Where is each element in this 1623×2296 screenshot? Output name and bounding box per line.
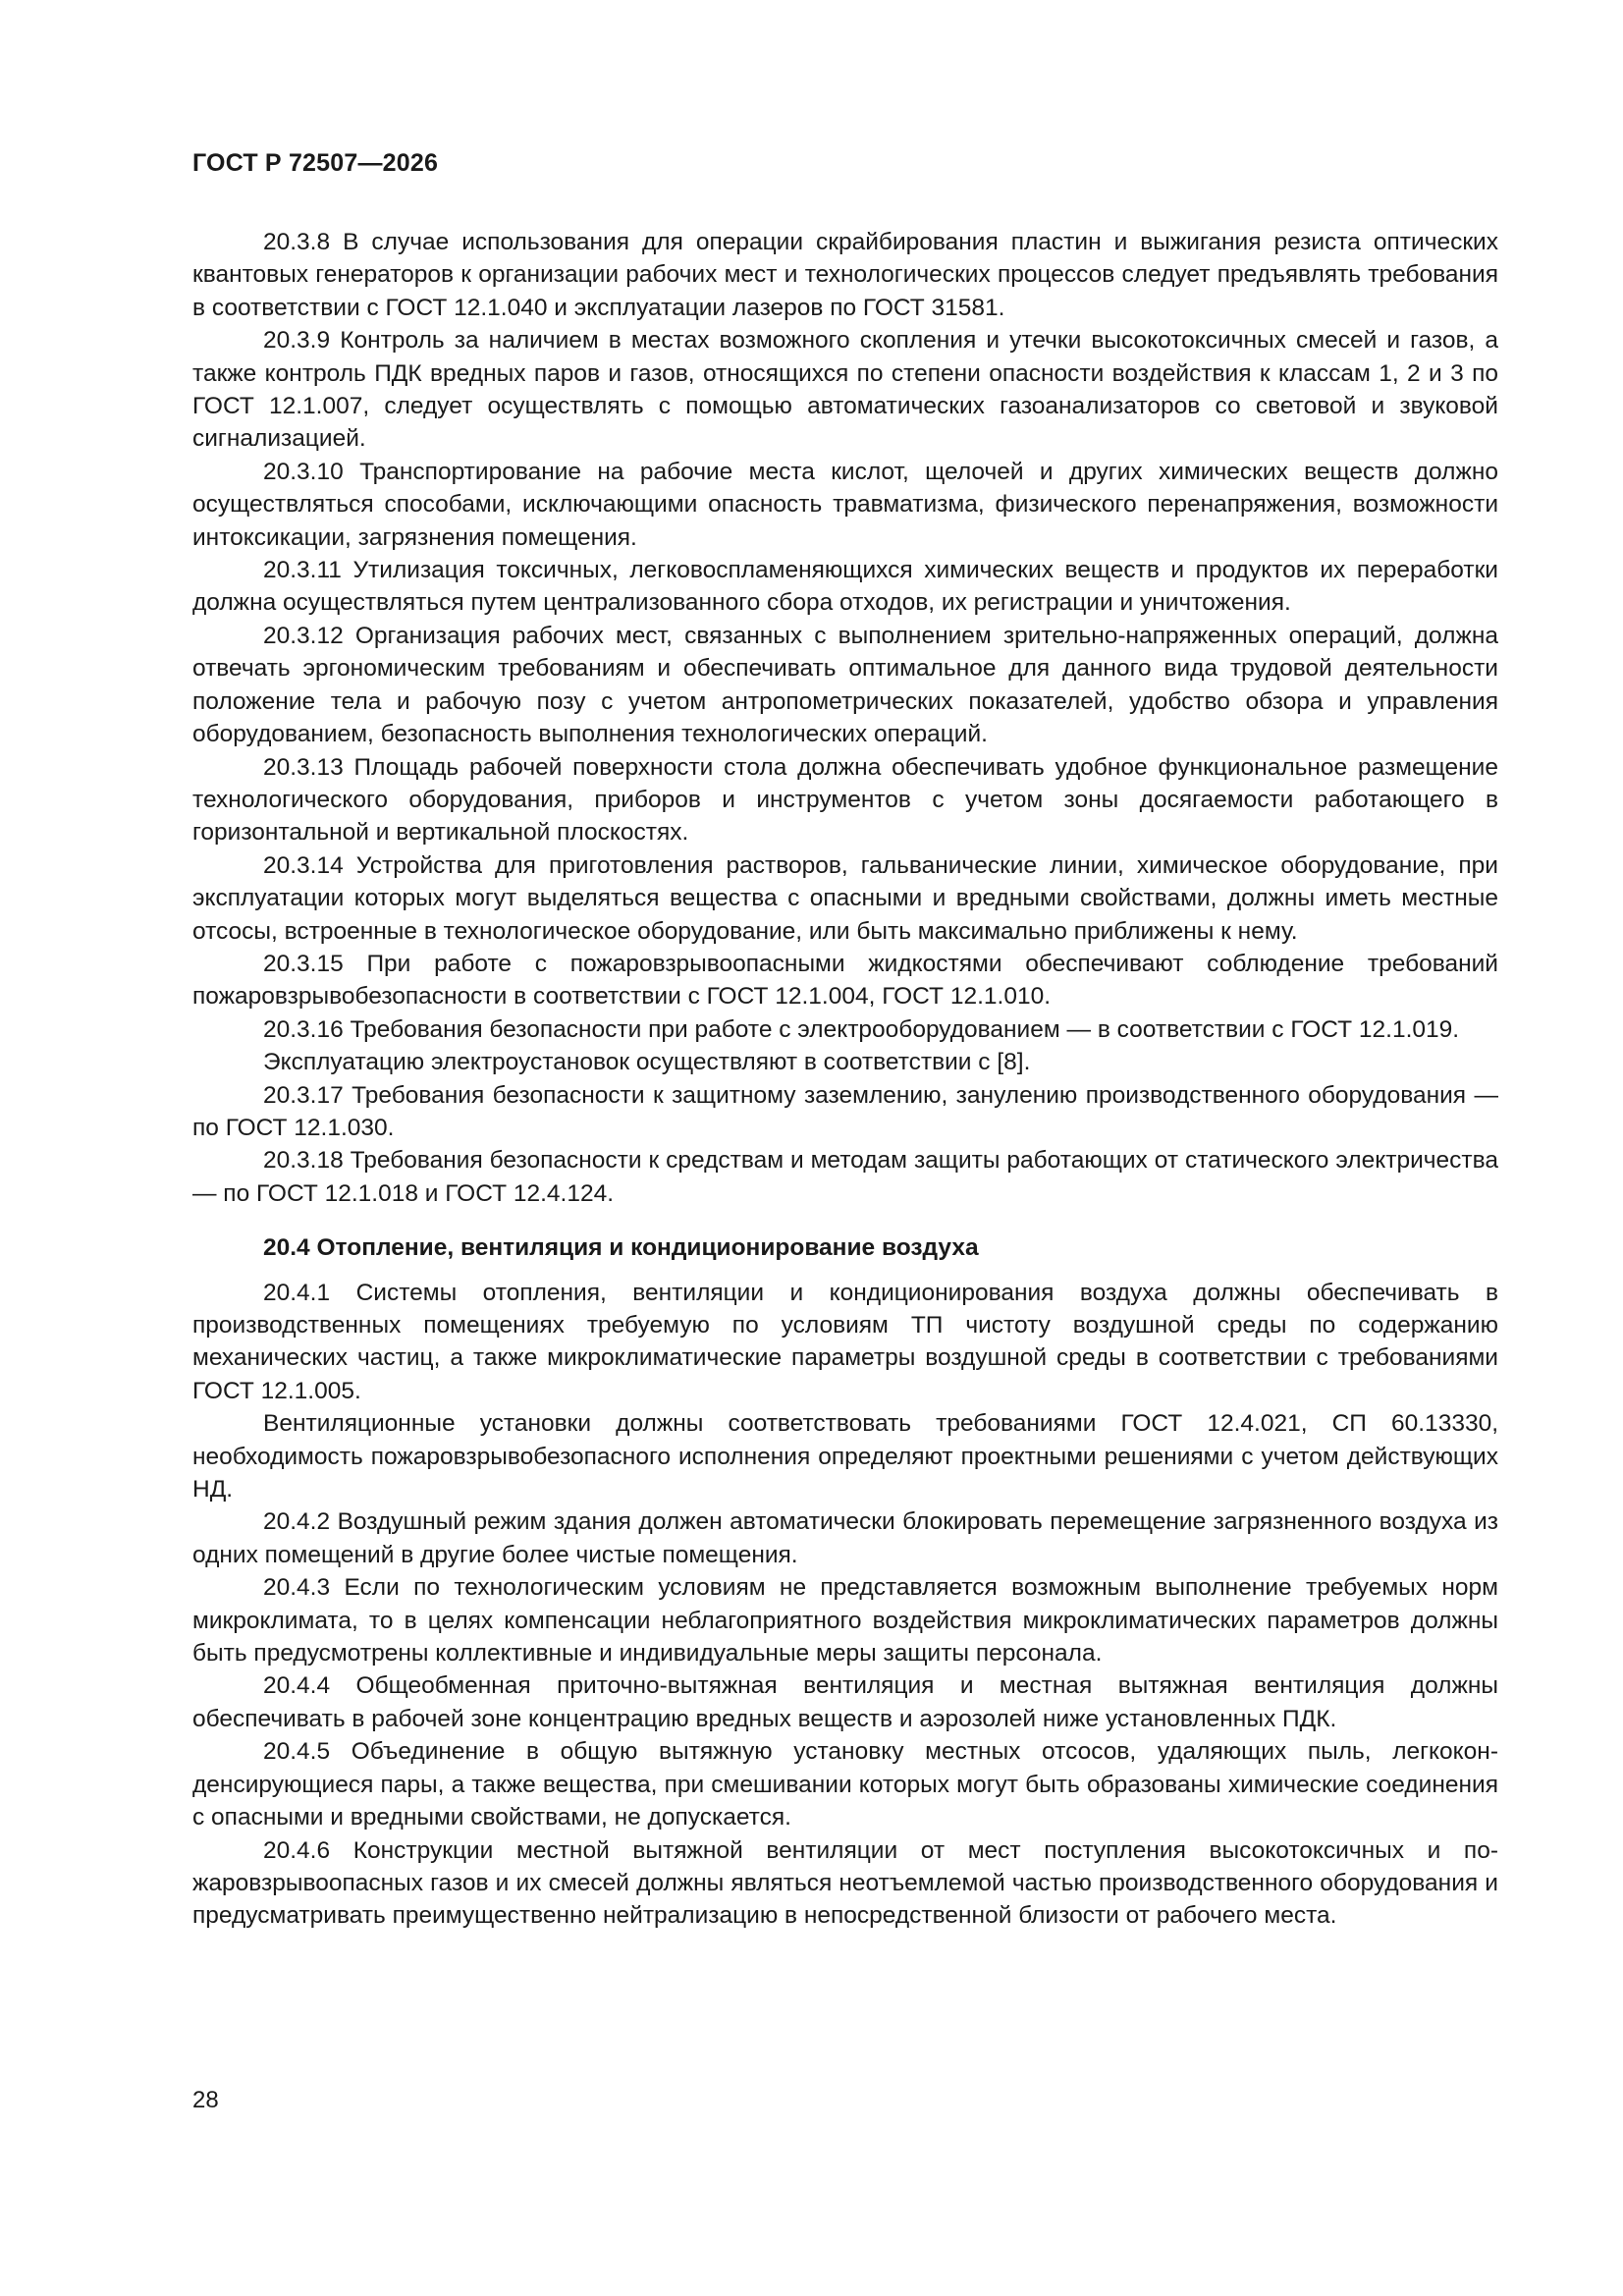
paragraph-20-3-15: 20.3.15 При работе с пожаровзрывоопасными жидкостями обеспечивают соблюдение требований пожаровзрывобезопасности в соответствии с ГОСТ 12.1.004, ГОСТ 12.1.010. [192, 950, 1498, 1011]
paragraph-20-3-14: 20.3.14 Устройства для приготовления растворов, гальванические линии, химическое оборудование, при эксплуатации которых могут выделяться вещества с опасными и вредными свойствами, должны иметь местные отсосы, встроенные в технологическое оборудование, или быть максимально приближены к нему. [192, 851, 1498, 945]
paragraph-20-3-17: 20.3.17 Требования безопасности к защитному заземлению, занулению производственного оборудования — по ГОСТ 12.1.030. [192, 1081, 1498, 1141]
paragraph-20-3-10: 20.3.10 Транспортирование на рабочие места кислот, щелочей и других химических веществ должно осуществляться способами, исключающими опасность травматизма, физического перенапряжения, возможности интоксикации, загрязнения помещения. [192, 458, 1498, 551]
paragraph-20-4-2: 20.4.2 Воздушный режим здания должен автоматически блокировать перемещение загрязненного воздуха из одних помещений в другие более чистые помещения. [192, 1508, 1498, 1568]
paragraph-20-4-1-note: Вентиляционные установки должны соответствовать требованиями ГОСТ 12.4.021, СП 60.13330, необходимость пожаровзрывобезопасного исполнения определяют проектными решениями с учетом действующих НД. [192, 1410, 1498, 1503]
paragraph-20-4-3: 20.4.3 Если по технологическим условиям не представляется возможным выполнение требуемых норм микроклимата, то в целях компенсации неблагоприятного воздействия микроклиматических параметров должны быть предусмотрены коллективные и индивидуальные меры защиты персонала. [192, 1574, 1498, 1667]
paragraph-20-3-13: 20.3.13 Площадь рабочей поверхности стола должна обеспечивать удобное функциональное размещение технологического оборудования, приборов и инструментов с учетом зоны досягаемости работающего в горизонтальной и вертикальной плоскостях. [192, 753, 1498, 847]
paragraph-20-3-16: 20.3.16 Требования безопасности при работе с электрооборудованием — в соответствии с ГОСТ 12.1.019. [263, 1015, 1460, 1043]
document-body [192, 226, 1498, 1933]
section-heading-20-4: 20.4 Отопление, вентиляция и кондиционирование воздуха [263, 1234, 979, 1262]
paragraph-20-3-16-note: Эксплуатацию электроустановок осуществляют в соответствии с [8]. [263, 1049, 1031, 1076]
section-20-4-paragraphs [192, 1277, 1498, 1933]
paragraph-20-3-11: 20.3.11 Утилизация токсичных, легковоспламеняющихся химических веществ и продуктов их переработки должна осуществляться путем централизованного сбора отходов, их регистрации и уничтожения. [192, 557, 1498, 617]
paragraph-20-4-1: 20.4.1 Системы отопления, вентиляции и кондиционирования воздуха должны обеспечивать в производственных помещениях требуемую по условиям ТП чистоту воздушной среды по содержанию механических частиц, а также микроклиматические параметры воздушной среды в соответствии с требованиями ГОСТ 12.1.005. [192, 1279, 1498, 1404]
document-header: ГОСТ Р 72507—2026 [192, 149, 439, 177]
paragraph-20-4-6: 20.4.6 Конструкции местной вытяжной вентиляции от мест поступления высокотоксичных и пожаровзрывоопасных газов и их смесей должны являться неотъемлемой частью производственного оборудования и предусматривать преимущественно нейтрализацию в непосредственной близости от рабочего места. [192, 1836, 1498, 1930]
paragraph-20-3-8: 20.3.8 В случае использования для операции скрайбирования пластин и выжигания резиста оптических квантовых генераторов к организации рабочих мест и технологических процессов следует предъявлять требования в соответствии с ГОСТ 12.1.040 и эксплуатации лазеров по ГОСТ 31581. [192, 229, 1498, 321]
paragraph-20-4-5: 20.4.5 Объединение в общую вытяжную установку местных отсосов, удаляющих пыль, легкоконденсирующиеся пары, а также вещества, при смешивании которых могут быть образованы химические соединения с опасными и вредными свойствами, не допускается. [192, 1738, 1498, 1831]
section-20-3-paragraphs [192, 226, 1498, 1210]
paragraph-20-3-12: 20.3.12 Организация рабочих мест, связанных с выполнением зрительно-напряженных операций, должна отвечать эргономическим требованиям и обеспечивать оптимальное для данного вида трудовой деятельности положение тела и рабочую позу с учетом антропометрических показателей, удобство обзора и управления оборудованием, безопасность выполнения технологических операций. [192, 622, 1498, 748]
page-number: 28 [192, 2087, 219, 2113]
paragraph-20-4-4: 20.4.4 Общеобменная приточно-вытяжная вентиляция и местная вытяжная вентиляция должны обеспечивать в рабочей зоне концентрацию вредных веществ и аэрозолей ниже установленных ПДК. [192, 1672, 1498, 1732]
paragraph-20-3-18: 20.3.18 Требования безопасности к средствам и методам защиты работающих от статического электричества — по ГОСТ 12.1.018 и ГОСТ 12.4.124. [192, 1147, 1498, 1207]
paragraph-20-3-9: 20.3.9 Контроль за наличием в местах возможного скопления и утечки высокотоксичных смесей и газов, а также контроль ПДК вредных паров и газов, относящихся по степени опасности воздействия к классам 1, 2 и 3 по ГОСТ 12.1.007, следует осуществлять с помощью автоматических газоанализаторов со световой и звуковой сигнализацией. [192, 327, 1498, 453]
